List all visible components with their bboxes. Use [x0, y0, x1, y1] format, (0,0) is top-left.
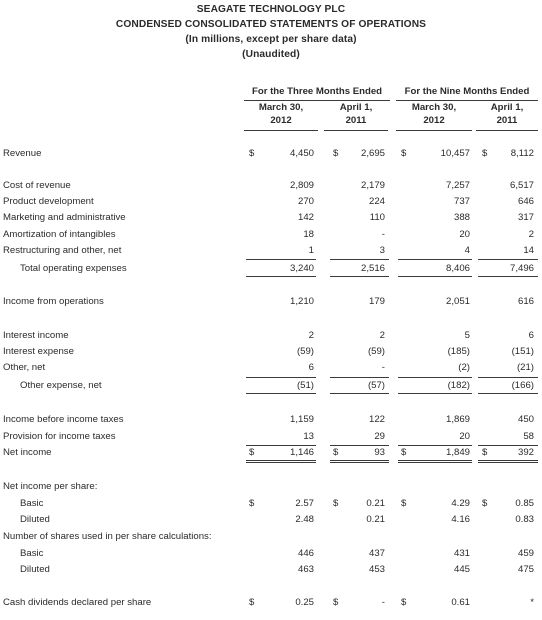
row-label: Interest income [3, 330, 69, 341]
row-label: Income from operations [3, 296, 104, 307]
currency-symbol: $ [401, 498, 407, 509]
cell-9m-2011: 8,112 [510, 148, 534, 159]
cell-q3-2011: 0.21 [366, 514, 385, 525]
cell-9m-2011: * [530, 597, 534, 608]
currency-symbol: $ [333, 148, 339, 159]
total-rule [246, 393, 316, 394]
subtotal-rule [330, 259, 389, 260]
cell-9m-2012: 2,051 [445, 296, 470, 307]
column-date: March 30, [411, 102, 457, 113]
column-header-q3-2011 [324, 101, 388, 127]
cell-q3-2012: 142 [297, 212, 314, 223]
cell-9m-2012: (182) [447, 380, 470, 391]
subtotal-rule [246, 259, 316, 260]
column-header-9m-2012 [396, 101, 472, 127]
cell-q3-2011: 3 [379, 245, 385, 256]
cell-9m-2011: 6,517 [509, 180, 534, 191]
cell-9m-2012: 20 [459, 431, 470, 442]
currency-symbol: $ [249, 597, 255, 608]
subtotal-rule [246, 445, 316, 446]
column-rule [396, 130, 472, 131]
cell-9m-2012: 10,457 [440, 148, 470, 159]
currency-symbol: $ [249, 498, 255, 509]
column-year: 2011 [345, 115, 367, 126]
column-header-9m-2011 [476, 101, 538, 127]
row-label: Other expense, net [20, 380, 102, 391]
cell-9m-2011: 0.83 [515, 514, 534, 525]
total-rule [478, 276, 538, 277]
cell-q3-2012: 1,159 [289, 414, 314, 425]
company-name: SEAGATE TECHNOLOGY PLC [196, 4, 346, 15]
cell-q3-2012: 2 [308, 330, 314, 341]
cell-q3-2012: (51) [296, 380, 314, 391]
row-label: Basic [20, 498, 44, 509]
column-date: March 30, [258, 102, 304, 113]
cell-9m-2011: 646 [517, 196, 534, 207]
cell-q3-2012: 4,450 [289, 148, 314, 159]
currency-symbol: $ [401, 148, 407, 159]
cell-9m-2011: 58 [523, 431, 534, 442]
total-rule [398, 460, 472, 461]
cell-q3-2012: 3,240 [289, 263, 314, 274]
row-label: Income before income taxes [3, 414, 124, 425]
cell-q3-2011: 453 [368, 564, 385, 575]
currency-symbol: $ [333, 498, 339, 509]
cell-q3-2012: 2,809 [289, 180, 314, 191]
group-three-months: For the Three Months Ended [251, 86, 383, 97]
cell-q3-2011: 179 [368, 296, 385, 307]
cell-9m-2012: 1,849 [445, 447, 470, 458]
currency-symbol: $ [482, 447, 488, 458]
currency-symbol: $ [249, 447, 255, 458]
cell-q3-2012: 1,210 [289, 296, 314, 307]
subtotal-rule [246, 377, 316, 378]
row-label: Cost of revenue [3, 180, 71, 191]
cell-q3-2011: 224 [368, 196, 385, 207]
cell-9m-2011: 616 [517, 296, 534, 307]
row-label: Cash dividends declared per share [3, 597, 152, 608]
column-rule [476, 130, 538, 131]
row-label: Product development [3, 196, 94, 207]
cell-9m-2012: 431 [453, 548, 470, 559]
total-rule [330, 460, 389, 461]
cell-q3-2012: 2.48 [295, 514, 314, 525]
subtotal-rule [478, 445, 538, 446]
row-label: Amortization of intangibles [3, 229, 116, 240]
subtotal-rule [398, 445, 472, 446]
cell-q3-2012: 270 [297, 196, 314, 207]
cell-9m-2012: 4 [464, 245, 470, 256]
cell-q3-2012: 18 [303, 229, 314, 240]
cell-q3-2011: 0.21 [366, 498, 385, 509]
row-label: Restructuring and other, net [3, 245, 122, 256]
cell-9m-2011: 2 [528, 229, 534, 240]
cell-q3-2011: - [381, 597, 385, 608]
cell-q3-2012: 13 [303, 431, 314, 442]
subtotal-rule [398, 259, 472, 260]
audit-note: (Unaudited) [242, 49, 300, 60]
cell-9m-2012: 388 [453, 212, 470, 223]
cell-q3-2011: 2,516 [360, 263, 385, 274]
subtotal-rule [478, 377, 538, 378]
cell-9m-2011: 392 [517, 447, 534, 458]
cell-q3-2011: 110 [369, 212, 385, 223]
cell-9m-2011: (21) [516, 362, 534, 373]
total-rule [330, 393, 389, 394]
total-rule [478, 460, 538, 461]
row-label: Net income per share: [3, 481, 98, 492]
column-date: April 1, [339, 102, 373, 113]
column-year: 2011 [496, 115, 518, 126]
row-label: Revenue [3, 148, 42, 159]
subtotal-rule [398, 377, 472, 378]
cell-9m-2012: 4.29 [451, 498, 470, 509]
cell-9m-2012: 8,406 [445, 263, 470, 274]
cell-q3-2011: (59) [367, 346, 385, 357]
subtotal-rule [330, 377, 389, 378]
cell-9m-2012: (185) [447, 346, 470, 357]
cell-9m-2012: 0.61 [451, 597, 470, 608]
cell-q3-2012: 1,146 [289, 447, 314, 458]
cell-q3-2012: 6 [308, 362, 314, 373]
currency-symbol: $ [333, 597, 339, 608]
cell-q3-2011: 122 [368, 414, 385, 425]
row-label: Other, net [3, 362, 46, 373]
cell-9m-2011: (166) [511, 380, 534, 391]
cell-9m-2011: 317 [517, 212, 534, 223]
column-date: April 1, [490, 102, 524, 113]
cell-q3-2012: 446 [297, 548, 314, 559]
column-rule [324, 130, 388, 131]
column-rule [244, 130, 318, 131]
total-double-rule [246, 462, 316, 463]
total-rule [398, 393, 472, 394]
subtotal-rule [330, 445, 389, 446]
cell-q3-2011: 437 [368, 548, 385, 559]
row-label: Interest expense [3, 346, 74, 357]
row-label: Marketing and administrative [3, 212, 126, 223]
currency-symbol: $ [333, 447, 339, 458]
cell-q3-2012: 0.25 [295, 597, 314, 608]
cell-q3-2011: (57) [367, 380, 385, 391]
total-rule [478, 393, 538, 394]
cell-9m-2011: 14 [523, 245, 534, 256]
cell-9m-2011: 6 [528, 330, 534, 341]
row-label: Total operating expenses [20, 263, 127, 274]
cell-q3-2011: 2 [379, 330, 385, 341]
cell-q3-2011: 2,695 [360, 148, 385, 159]
cell-9m-2011: 459 [517, 548, 534, 559]
total-double-rule [398, 462, 472, 463]
row-label: Basic [20, 548, 44, 559]
cell-9m-2011: 0.85 [515, 498, 534, 509]
row-label: Diluted [20, 564, 50, 575]
total-rule [398, 276, 472, 277]
row-label: Provision for income taxes [3, 431, 116, 442]
cell-9m-2012: 1,869 [445, 414, 470, 425]
currency-symbol: $ [401, 597, 407, 608]
column-year: 2012 [423, 115, 445, 126]
cell-9m-2011: 475 [517, 564, 534, 575]
cell-9m-2011: 7,496 [509, 263, 534, 274]
cell-q3-2011: - [381, 229, 385, 240]
column-year: 2012 [270, 115, 292, 126]
cell-q3-2012: (59) [296, 346, 314, 357]
currency-symbol: $ [401, 447, 407, 458]
cell-q3-2012: 1 [308, 245, 314, 256]
cell-9m-2012: 445 [453, 564, 470, 575]
row-label: Number of shares used in per share calculations: [3, 531, 212, 542]
cell-q3-2011: 29 [374, 431, 385, 442]
cell-9m-2012: 20 [459, 229, 470, 240]
row-label: Net income [3, 447, 52, 458]
cell-9m-2012: 7,257 [445, 180, 470, 191]
group-nine-months: For the Nine Months Ended [404, 86, 530, 97]
currency-symbol: $ [249, 148, 255, 159]
total-rule [246, 276, 316, 277]
cell-9m-2012: (2) [458, 362, 470, 373]
total-double-rule [478, 462, 538, 463]
units-note: (In millions, except per share data) [185, 34, 357, 45]
column-header-q3-2012 [244, 101, 318, 127]
statement-title: CONDENSED CONSOLIDATED STATEMENTS OF OPERATIONS [115, 19, 427, 30]
subtotal-rule [478, 259, 538, 260]
currency-symbol: $ [482, 148, 488, 159]
total-rule [246, 460, 316, 461]
cell-q3-2012: 463 [297, 564, 314, 575]
cell-9m-2012: 4.16 [451, 514, 470, 525]
cell-9m-2012: 737 [453, 196, 470, 207]
cell-9m-2011: (151) [511, 346, 534, 357]
total-double-rule [330, 462, 389, 463]
cell-q3-2011: 93 [374, 447, 385, 458]
currency-symbol: $ [482, 498, 488, 509]
cell-9m-2011: 450 [517, 414, 534, 425]
cell-q3-2011: 2,179 [360, 180, 385, 191]
cell-q3-2011: - [381, 362, 385, 373]
total-rule [330, 276, 389, 277]
cell-q3-2012: 2.57 [295, 498, 314, 509]
row-label: Diluted [20, 514, 50, 525]
cell-9m-2012: 5 [464, 330, 470, 341]
